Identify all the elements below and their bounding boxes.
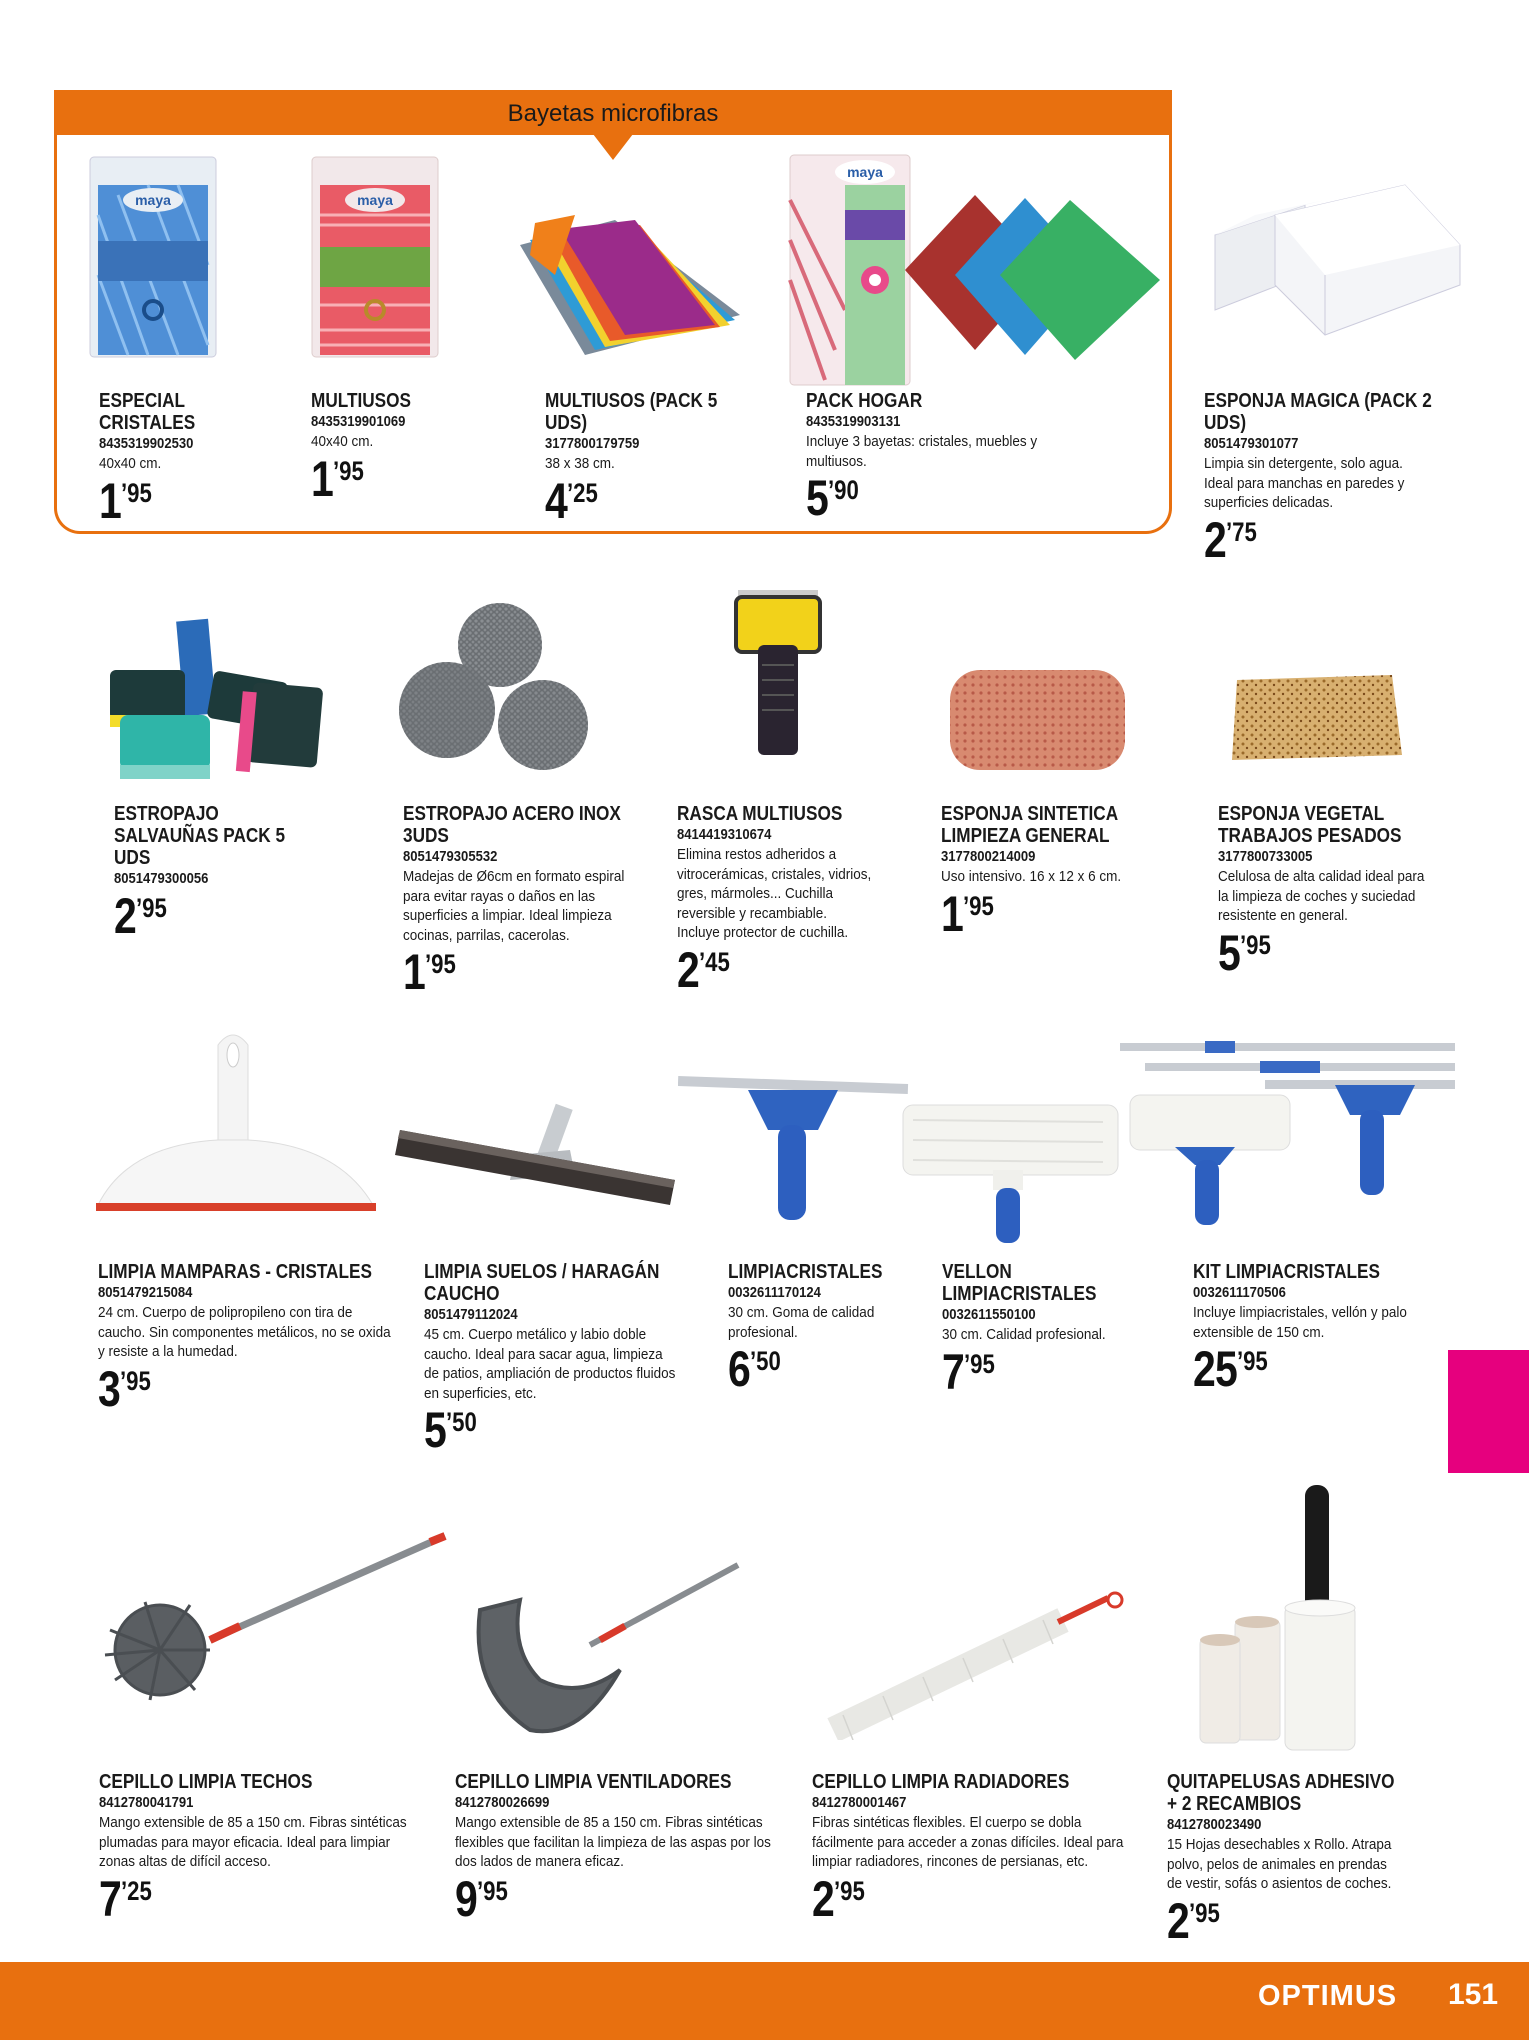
product-name: KIT LIMPIACRISTALES (1193, 1261, 1380, 1283)
product-quitapelusas (1167, 1771, 1397, 1949)
product-name: RASCA MULTIUSOS (677, 803, 843, 825)
product-esponja-sintetica (941, 803, 1156, 942)
product-pack-hogar (806, 390, 1076, 526)
section-header-arrow (593, 134, 633, 160)
product-description: Limpia sin detergente, solo agua. Ideal para manchas en paredes y superficies delicadas. (1204, 455, 1405, 511)
pack-hogar-image (785, 150, 1165, 390)
product-ean: 3177800214009 (941, 849, 1036, 865)
product-ean: 8435319903131 (806, 414, 901, 430)
product-description: Incluye limpiacristales, vellón y palo extensible de 150 cm. (1193, 1304, 1407, 1341)
multiusos-pack-5-image (515, 215, 745, 360)
product-name: VELLON LIMPIACRISTALES (942, 1261, 1097, 1305)
product-description: Uso intensivo. 16 x 12 x 6 cm. (941, 868, 1122, 885)
product-ean: 0032611170124 (728, 1285, 821, 1301)
product-ean: 8051479305532 (403, 849, 498, 865)
product-description: Mango extensible de 85 a 150 cm. Fibras sintéticas plumadas para mayor eficacia. Ideal para limpiar zonas altas de difícil acceso. (99, 1814, 407, 1870)
product-price: 6’50 (728, 1341, 781, 1397)
esponja-vegetal-image (1222, 660, 1407, 770)
product-kit-limpiacristales (1193, 1261, 1408, 1397)
kit-limpiacristales-image (1115, 1035, 1460, 1235)
product-price: 2’95 (812, 1870, 865, 1927)
especial-cristales-image (88, 155, 218, 360)
product-price: 1’95 (99, 472, 152, 529)
product-description: 38 x 38 cm. (545, 455, 615, 472)
cepillo-ventiladores-image (460, 1560, 740, 1745)
product-vellon (942, 1261, 1142, 1400)
cepillo-techos-image (100, 1530, 450, 1705)
product-description: Elimina restos adheridos a vitrocerámicas, cristales, vidrios, gres, mármoles... Cuchilla reversible y recambiable. Incluye protector de cuchilla. (677, 846, 872, 941)
product-price: 2’45 (677, 941, 730, 998)
estropajo-acero-image (395, 600, 595, 770)
svg-text:maya: maya (357, 192, 393, 208)
product-price: 1’95 (941, 885, 994, 942)
product-description: 15 Hojas desechables x Rollo. Atrapa polvo, pelos de animales en prendas de vestir, sofás o asientos de coches. (1167, 1836, 1392, 1892)
section-title: Bayetas microfibras (507, 100, 719, 127)
product-name: QUITAPELUSAS ADHESIVO + 2 RECAMBIOS (1167, 1771, 1395, 1815)
product-price: 7’25 (99, 1870, 152, 1927)
product-limpiacristales (728, 1261, 928, 1397)
product-price: 9’95 (455, 1870, 508, 1927)
product-cepillo-techos (99, 1771, 419, 1927)
product-multiusos-pack-5 (545, 390, 720, 529)
product-name: LIMPIACRISTALES (728, 1261, 883, 1283)
product-ean: 8051479215084 (98, 1285, 193, 1301)
product-description: Mango extensible de 85 a 150 cm. Fibras sintéticas flexibles que facilitan la limpieza de las aspas por los dos lados de manera eficaz. (455, 1814, 771, 1870)
limpia-mamparas-image (88, 1025, 378, 1215)
product-price: 3’95 (98, 1360, 151, 1417)
product-ean: 8412780001467 (812, 1795, 907, 1811)
svg-text:maya: maya (135, 192, 171, 208)
product-limpia-mamparas (98, 1261, 398, 1417)
product-price: 5’95 (1218, 924, 1271, 981)
product-name: LIMPIA MAMPARAS - CRISTALES (98, 1261, 372, 1283)
limpiacristales-image (678, 1075, 913, 1230)
product-ean: 8412780023490 (1167, 1817, 1262, 1833)
product-name: MULTIUSOS (PACK 5 UDS) (545, 390, 718, 434)
product-description: 30 cm. Goma de calidad profesional. (728, 1304, 875, 1341)
product-price: 5’90 (806, 470, 859, 526)
product-ean: 8414419310674 (677, 827, 772, 843)
product-name: ESPECIAL CRISTALES (99, 390, 196, 434)
product-estropajo-acero (403, 803, 653, 1000)
product-description: Fibras sintéticas flexibles. El cuerpo se dobla fácilmente para acceder a zonas difíciles. Ideal para limpiar radiadores, rincones de persianas, etc. (812, 1814, 1124, 1870)
product-price: 1’95 (311, 450, 364, 507)
product-estropajo-salvaunas (114, 803, 299, 944)
section-tab-marker (1448, 1350, 1529, 1473)
quitapelusas-image (1195, 1480, 1385, 1755)
product-description: Incluye 3 bayetas: cristales, muebles y multiusos. (806, 433, 1038, 470)
product-ean: 8412780041791 (99, 1795, 194, 1811)
product-ean: 8051479300056 (114, 871, 209, 887)
brand-name: OPTIMUS (1258, 1980, 1398, 2012)
product-description: Celulosa de alta calidad ideal para la limpieza de coches y suciedad resistente en general. (1218, 868, 1425, 924)
product-price: 4’25 (545, 472, 598, 529)
product-description: 40x40 cm. (311, 433, 374, 450)
product-ean: 8051479112024 (424, 1307, 518, 1323)
product-name: PACK HOGAR (806, 390, 923, 412)
esponja-sintetica-image (945, 665, 1130, 775)
product-esponja-vegetal (1218, 803, 1433, 981)
product-description: 45 cm. Cuerpo metálico y labio doble caucho. Ideal para sacar agua, limpieza de patios, ampliación de productos fluidos en superficies, etc. (424, 1326, 676, 1402)
product-name: ESTROPAJO ACERO INOX 3UDS (403, 803, 621, 847)
product-ean: 3177800733005 (1218, 849, 1313, 865)
product-name: ESPONJA SINTETICA LIMPIEZA GENERAL (941, 803, 1118, 847)
product-ean: 8435319902530 (99, 436, 194, 452)
product-name: LIMPIA SUELOS / HARAGÁN CAUCHO (424, 1261, 660, 1305)
page-number: 151 (1448, 1978, 1499, 2011)
brand-logo (1258, 1980, 1397, 2013)
esponja-magica-image (1205, 175, 1470, 345)
product-price: 2’95 (1167, 1892, 1220, 1949)
product-price: 5’50 (424, 1402, 477, 1458)
product-name: ESPONJA MAGICA (PACK 2 UDS) (1204, 390, 1432, 434)
product-cepillo-ventiladores (455, 1771, 780, 1927)
product-ean: 8051479301077 (1204, 436, 1299, 452)
product-price: 25’95 (1193, 1341, 1268, 1397)
product-cepillo-radiadores (812, 1771, 1127, 1927)
product-description: 40x40 cm. (99, 455, 162, 472)
product-esponja-magica (1204, 390, 1434, 568)
product-multiusos (311, 390, 486, 507)
svg-text:maya: maya (847, 164, 883, 180)
product-price: 2’75 (1204, 511, 1257, 568)
product-price: 2’95 (114, 888, 167, 944)
product-description: 24 cm. Cuerpo de polipropileno con tira de caucho. Sin componentes metálicos, no se oxida y resiste a la humedad. (98, 1304, 391, 1360)
multiusos-image (310, 155, 440, 360)
limpia-suelos-image (395, 1100, 685, 1220)
product-especial-cristales (99, 390, 284, 529)
product-rasca-multiusos (677, 803, 872, 998)
product-name: ESPONJA VEGETAL TRABAJOS PESADOS (1218, 803, 1402, 847)
product-name: CEPILLO LIMPIA TECHOS (99, 1771, 313, 1793)
product-name: CEPILLO LIMPIA RADIADORES (812, 1771, 1070, 1793)
product-ean: 0032611550100 (942, 1307, 1036, 1323)
product-description: 30 cm. Calidad profesional. (942, 1326, 1106, 1343)
product-name: MULTIUSOS (311, 390, 412, 412)
product-price: 1’95 (403, 944, 456, 1000)
vellon-image (898, 1100, 1123, 1250)
product-ean: 8412780026699 (455, 1795, 550, 1811)
rasca-multiusos-image (718, 585, 838, 765)
product-ean: 8435319901069 (311, 414, 406, 430)
cepillo-radiadores-image (823, 1590, 1128, 1740)
product-description: Madejas de Ø6cm en formato espiral para evitar rayas o daños en las superficies a limpiar. Ideal limpieza cocinas, parrilas, cacerolas. (403, 868, 625, 944)
product-name: ESTROPAJO SALVAUÑAS PACK 5 UDS (114, 803, 286, 869)
estropajo-salvaunas-image (100, 615, 325, 790)
product-price: 7’95 (942, 1343, 995, 1400)
product-ean: 0032611170506 (1193, 1285, 1286, 1301)
product-ean: 3177800179759 (545, 436, 640, 452)
product-name: CEPILLO LIMPIA VENTILADORES (455, 1771, 732, 1793)
product-limpia-suelos (424, 1261, 679, 1458)
